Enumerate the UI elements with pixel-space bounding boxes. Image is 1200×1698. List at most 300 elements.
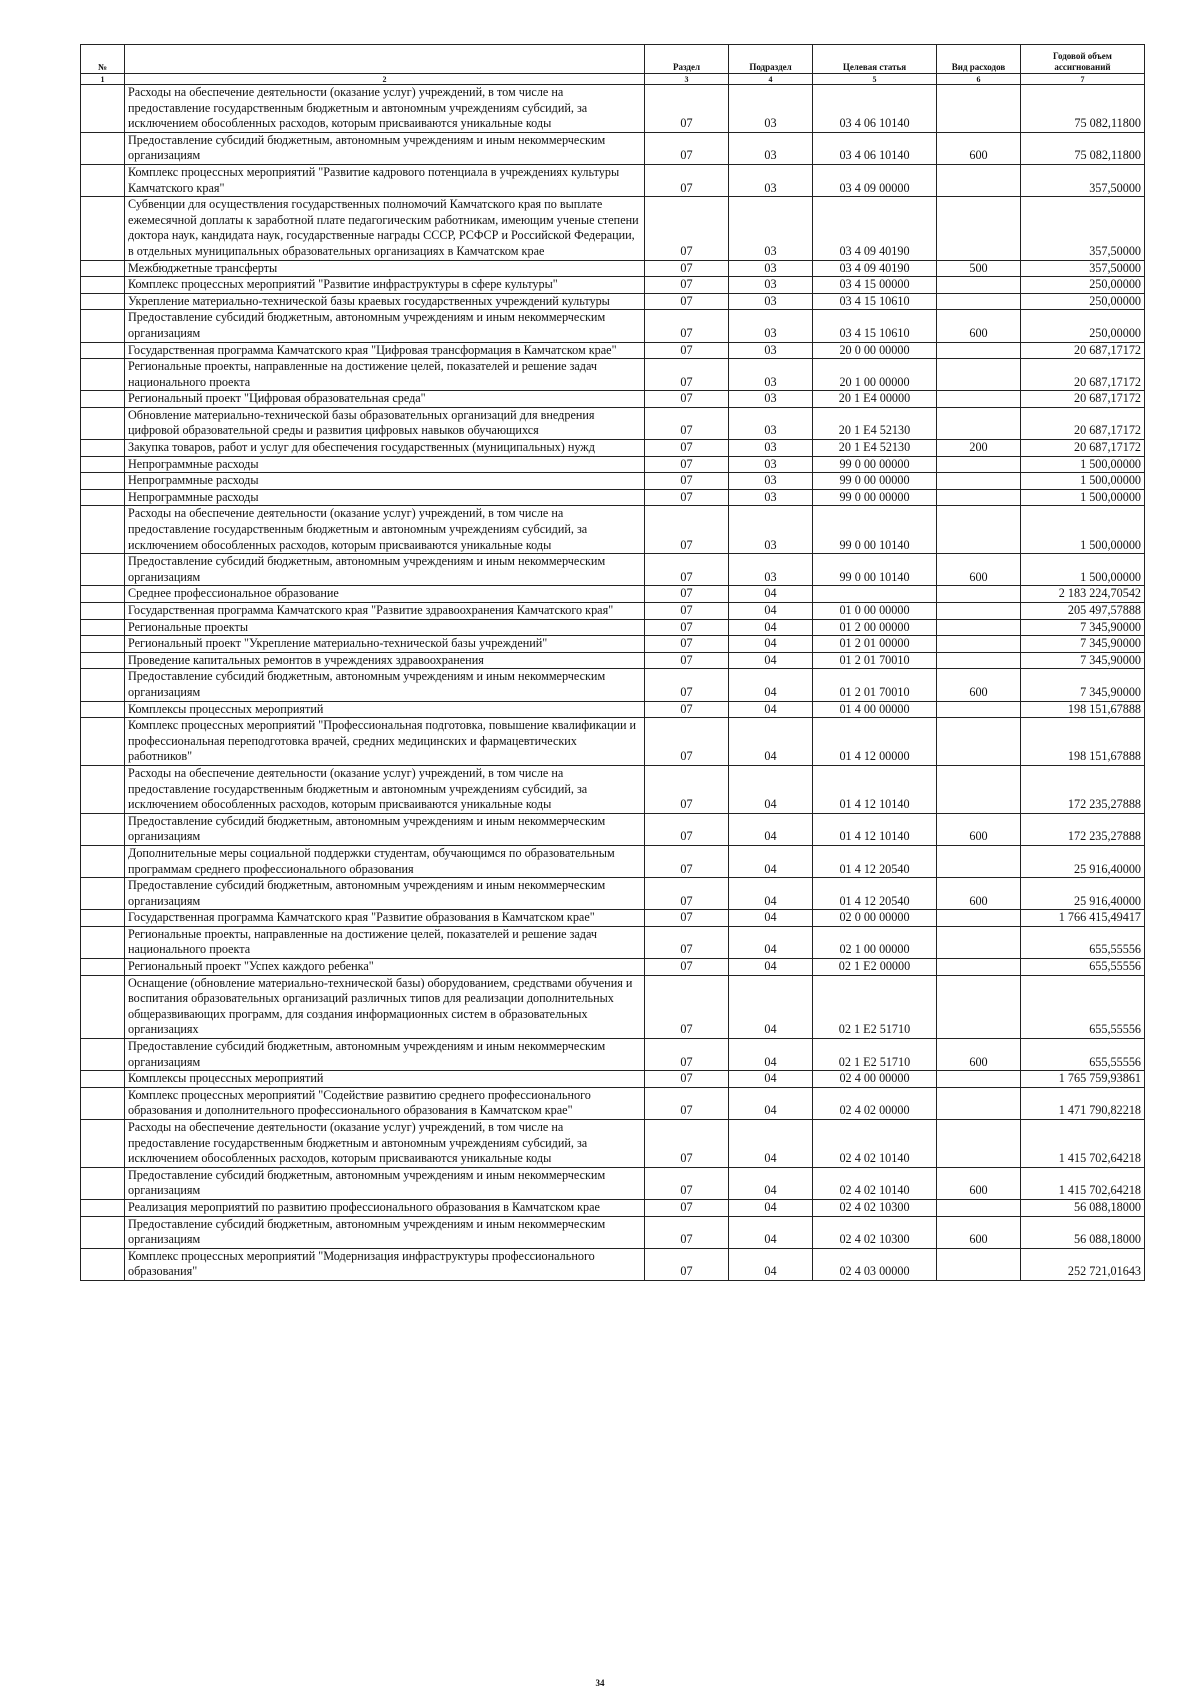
- row-podrazdel-cell: 03: [729, 456, 813, 473]
- row-podrazdel-cell: 04: [729, 652, 813, 669]
- row-podrazdel-cell: 04: [729, 636, 813, 653]
- row-podrazdel-cell: 04: [729, 975, 813, 1038]
- row-podrazdel-cell: 04: [729, 910, 813, 927]
- header-num: №: [81, 45, 125, 74]
- row-statya-cell: 02 4 02 00000: [813, 1087, 937, 1119]
- row-name-cell: Реализация мероприятий по развитию профессионального образования в Камчатском крае: [125, 1199, 645, 1216]
- row-podrazdel-cell: 04: [729, 959, 813, 976]
- row-vid-cell: [937, 959, 1021, 976]
- table-row: [81, 391, 1145, 408]
- row-razdel-cell: 07: [645, 506, 729, 554]
- row-razdel-cell: 07: [645, 636, 729, 653]
- row-num-cell: [81, 407, 125, 439]
- row-statya-cell: 03 4 06 10140: [813, 85, 937, 133]
- row-statya-cell: 02 1 E2 51710: [813, 975, 937, 1038]
- row-vid-cell: [937, 506, 1021, 554]
- row-podrazdel-cell: 03: [729, 260, 813, 277]
- row-name-cell: Региональные проекты: [125, 619, 645, 636]
- row-name-cell: Межбюджетные трансферты: [125, 260, 645, 277]
- row-podrazdel-cell: 04: [729, 878, 813, 910]
- row-summa-cell: 250,00000: [1021, 310, 1145, 342]
- row-name-cell: Непрограммные расходы: [125, 456, 645, 473]
- table-row: [81, 910, 1145, 927]
- row-razdel-cell: 07: [645, 293, 729, 310]
- row-podrazdel-cell: 04: [729, 619, 813, 636]
- row-razdel-cell: 07: [645, 603, 729, 620]
- row-name-cell: Предоставление субсидий бюджетным, автономным учреждениям и иным некоммерческим организациям: [125, 1216, 645, 1248]
- row-razdel-cell: 07: [645, 456, 729, 473]
- row-statya-cell: 03 4 06 10140: [813, 132, 937, 164]
- row-summa-cell: 198 151,67888: [1021, 701, 1145, 718]
- row-razdel-cell: 07: [645, 718, 729, 766]
- table-row: [81, 1248, 1145, 1280]
- row-vid-cell: 600: [937, 878, 1021, 910]
- row-num-cell: [81, 1199, 125, 1216]
- row-summa-cell: 7 345,90000: [1021, 669, 1145, 701]
- table-row: [81, 669, 1145, 701]
- row-podrazdel-cell: 03: [729, 473, 813, 490]
- row-name-cell: Комплекс процессных мероприятий "Модернизация инфраструктуры профессионального образования": [125, 1248, 645, 1280]
- row-podrazdel-cell: 03: [729, 277, 813, 294]
- row-statya-cell: 20 0 00 00000: [813, 342, 937, 359]
- row-summa-cell: 357,50000: [1021, 164, 1145, 196]
- row-num-cell: [81, 456, 125, 473]
- table-body: [81, 85, 1145, 1281]
- row-summa-cell: 198 151,67888: [1021, 718, 1145, 766]
- row-podrazdel-cell: 03: [729, 164, 813, 196]
- table-row: [81, 701, 1145, 718]
- table-row: [81, 342, 1145, 359]
- row-razdel-cell: 07: [645, 277, 729, 294]
- table-row: [81, 652, 1145, 669]
- row-statya-cell: 01 4 12 10140: [813, 813, 937, 845]
- row-name-cell: Комплекс процессных мероприятий "Профессиональная подготовка, повышение квалификации и профессиональная переподготовка врачей, средних медицинских и фармацевтических работников": [125, 718, 645, 766]
- row-vid-cell: [937, 489, 1021, 506]
- row-vid-cell: [937, 652, 1021, 669]
- row-num-cell: [81, 293, 125, 310]
- row-podrazdel-cell: 04: [729, 926, 813, 958]
- row-podrazdel-cell: 03: [729, 489, 813, 506]
- row-summa-cell: 172 235,27888: [1021, 765, 1145, 813]
- row-statya-cell: 02 4 02 10140: [813, 1120, 937, 1168]
- table-row: [81, 603, 1145, 620]
- row-razdel-cell: 07: [645, 845, 729, 877]
- row-vid-cell: 600: [937, 554, 1021, 586]
- row-statya-cell: 03 4 09 40190: [813, 260, 937, 277]
- row-statya-cell: 99 0 00 00000: [813, 456, 937, 473]
- row-vid-cell: [937, 85, 1021, 133]
- row-summa-cell: 172 235,27888: [1021, 813, 1145, 845]
- row-razdel-cell: 07: [645, 197, 729, 260]
- row-statya-cell: 02 1 E2 00000: [813, 959, 937, 976]
- header-index: 3: [645, 74, 729, 85]
- row-vid-cell: [937, 701, 1021, 718]
- table-row: [81, 845, 1145, 877]
- row-name-cell: Обновление материально-технической базы образовательных организаций для внедрения цифровой образовательной среды и развития цифровых навыков обучающихся: [125, 407, 645, 439]
- row-num-cell: [81, 359, 125, 391]
- row-statya-cell: 20 1 00 00000: [813, 359, 937, 391]
- header-index: 1: [81, 74, 125, 85]
- table-row: [81, 310, 1145, 342]
- row-name-cell: Расходы на обеспечение деятельности (оказание услуг) учреждений, в том числе на предоставление государственным бюджетным и автономным учреждениям субсидий, за исключением обособленных расходов, которым присваиваются уникальные коды: [125, 765, 645, 813]
- page-number: 34: [595, 1678, 605, 1688]
- row-vid-cell: [937, 718, 1021, 766]
- table-row: [81, 959, 1145, 976]
- row-num-cell: [81, 926, 125, 958]
- row-name-cell: Региональный проект "Укрепление материально-технической базы учреждений": [125, 636, 645, 653]
- row-summa-cell: 655,55556: [1021, 959, 1145, 976]
- row-name-cell: Субвенции для осуществления государственных полномочий Камчатского края по выплате ежемесячной доплаты к заработной плате педагогическим работникам, имеющим ученые степени доктора наук, кандидата наук, государственные награды СССР, РСФСР и Российской Федерации, в отдельных муниципальных образовательных организациях в Камчатском крае: [125, 197, 645, 260]
- row-vid-cell: 600: [937, 813, 1021, 845]
- table-row: [81, 489, 1145, 506]
- row-summa-cell: 7 345,90000: [1021, 619, 1145, 636]
- row-summa-cell: 1 500,00000: [1021, 489, 1145, 506]
- row-podrazdel-cell: 03: [729, 85, 813, 133]
- row-statya-cell: 03 4 15 00000: [813, 277, 937, 294]
- row-vid-cell: [937, 391, 1021, 408]
- row-summa-cell: 357,50000: [1021, 197, 1145, 260]
- table-row: [81, 586, 1145, 603]
- row-vid-cell: [937, 1248, 1021, 1280]
- table-row: [81, 1199, 1145, 1216]
- header-name: [125, 45, 645, 74]
- header-index: 5: [813, 74, 937, 85]
- table-row: [81, 926, 1145, 958]
- row-podrazdel-cell: 04: [729, 718, 813, 766]
- row-num-cell: [81, 1216, 125, 1248]
- row-summa-cell: 250,00000: [1021, 293, 1145, 310]
- row-razdel-cell: 07: [645, 586, 729, 603]
- row-statya-cell: 01 4 12 20540: [813, 878, 937, 910]
- row-podrazdel-cell: 04: [729, 1120, 813, 1168]
- header-index: 2: [125, 74, 645, 85]
- row-summa-cell: 1 415 702,64218: [1021, 1120, 1145, 1168]
- row-podrazdel-cell: 04: [729, 1199, 813, 1216]
- row-name-cell: Предоставление субсидий бюджетным, автономным учреждениям и иным некоммерческим организациям: [125, 878, 645, 910]
- header-podrazdel: Подраздел: [729, 45, 813, 74]
- row-num-cell: [81, 506, 125, 554]
- row-num-cell: [81, 636, 125, 653]
- row-num-cell: [81, 1087, 125, 1119]
- row-num-cell: [81, 603, 125, 620]
- row-statya-cell: [813, 586, 937, 603]
- row-summa-cell: 357,50000: [1021, 260, 1145, 277]
- row-summa-cell: 20 687,17172: [1021, 407, 1145, 439]
- table-row: [81, 975, 1145, 1038]
- row-name-cell: Предоставление субсидий бюджетным, автономным учреждениям и иным некоммерческим организациям: [125, 310, 645, 342]
- row-summa-cell: 1 500,00000: [1021, 473, 1145, 490]
- row-podrazdel-cell: 03: [729, 293, 813, 310]
- table-row: [81, 506, 1145, 554]
- row-summa-cell: 7 345,90000: [1021, 652, 1145, 669]
- row-statya-cell: 02 4 02 10140: [813, 1167, 937, 1199]
- row-razdel-cell: 07: [645, 910, 729, 927]
- table-row: [81, 554, 1145, 586]
- table-row: [81, 1216, 1145, 1248]
- table-row: [81, 359, 1145, 391]
- row-name-cell: Расходы на обеспечение деятельности (оказание услуг) учреждений, в том числе на предоставление государственным бюджетным и автономным учреждениям субсидий, за исключением обособленных расходов, которым присваиваются уникальные коды: [125, 85, 645, 133]
- table-row: [81, 878, 1145, 910]
- row-podrazdel-cell: 04: [729, 1167, 813, 1199]
- row-num-cell: [81, 473, 125, 490]
- row-summa-cell: 1 500,00000: [1021, 506, 1145, 554]
- row-summa-cell: 1 471 790,82218: [1021, 1087, 1145, 1119]
- row-num-cell: [81, 959, 125, 976]
- row-podrazdel-cell: 04: [729, 701, 813, 718]
- row-podrazdel-cell: 04: [729, 1216, 813, 1248]
- row-razdel-cell: 07: [645, 164, 729, 196]
- row-summa-cell: 7 345,90000: [1021, 636, 1145, 653]
- row-summa-cell: 25 916,40000: [1021, 878, 1145, 910]
- budget-table-sheet: [80, 44, 1144, 1281]
- row-statya-cell: 02 4 02 10300: [813, 1199, 937, 1216]
- row-vid-cell: 600: [937, 1216, 1021, 1248]
- table-row: [81, 813, 1145, 845]
- table-row: [81, 277, 1145, 294]
- row-summa-cell: 75 082,11800: [1021, 132, 1145, 164]
- row-vid-cell: [937, 586, 1021, 603]
- header-statya: Целевая статья: [813, 45, 937, 74]
- row-razdel-cell: 07: [645, 1087, 729, 1119]
- row-num-cell: [81, 1248, 125, 1280]
- row-num-cell: [81, 619, 125, 636]
- row-statya-cell: 01 2 01 70010: [813, 669, 937, 701]
- row-vid-cell: [937, 1071, 1021, 1088]
- row-summa-cell: 20 687,17172: [1021, 359, 1145, 391]
- row-num-cell: [81, 440, 125, 457]
- row-name-cell: Комплекс процессных мероприятий "Содействие развитию среднего профессионального образования и дополнительного профессионального образования в Камчатском крае": [125, 1087, 645, 1119]
- row-razdel-cell: 07: [645, 975, 729, 1038]
- row-summa-cell: 20 687,17172: [1021, 391, 1145, 408]
- row-podrazdel-cell: 03: [729, 197, 813, 260]
- header-index: 7: [1021, 74, 1145, 85]
- row-vid-cell: [937, 293, 1021, 310]
- table-row: [81, 1071, 1145, 1088]
- row-num-cell: [81, 652, 125, 669]
- row-num-cell: [81, 910, 125, 927]
- row-statya-cell: 01 2 00 00000: [813, 619, 937, 636]
- table-row: [81, 1167, 1145, 1199]
- row-vid-cell: [937, 619, 1021, 636]
- row-name-cell: Расходы на обеспечение деятельности (оказание услуг) учреждений, в том числе на предоставление государственным бюджетным и автономным учреждениям субсидий, за исключением обособленных расходов, которым присваиваются уникальные коды: [125, 506, 645, 554]
- row-statya-cell: 20 1 E4 52130: [813, 407, 937, 439]
- row-num-cell: [81, 669, 125, 701]
- row-vid-cell: [937, 164, 1021, 196]
- row-summa-cell: 252 721,01643: [1021, 1248, 1145, 1280]
- row-num-cell: [81, 342, 125, 359]
- row-razdel-cell: 07: [645, 407, 729, 439]
- row-statya-cell: 20 1 E4 52130: [813, 440, 937, 457]
- row-podrazdel-cell: 04: [729, 1071, 813, 1088]
- row-razdel-cell: 07: [645, 489, 729, 506]
- row-name-cell: Комплекс процессных мероприятий "Развитие инфраструктуры в сфере культуры": [125, 277, 645, 294]
- row-podrazdel-cell: 04: [729, 813, 813, 845]
- row-num-cell: [81, 1071, 125, 1088]
- row-name-cell: Предоставление субсидий бюджетным, автономным учреждениям и иным некоммерческим организациям: [125, 669, 645, 701]
- row-name-cell: Государственная программа Камчатского края "Развитие здравоохранения Камчатского края": [125, 603, 645, 620]
- row-name-cell: Региональные проекты, направленные на достижение целей, показателей и решение задач национального проекта: [125, 926, 645, 958]
- row-vid-cell: [937, 197, 1021, 260]
- table-row: [81, 440, 1145, 457]
- row-num-cell: [81, 701, 125, 718]
- row-num-cell: [81, 310, 125, 342]
- budget-table: [80, 44, 1145, 1281]
- table-row: [81, 718, 1145, 766]
- row-podrazdel-cell: 03: [729, 342, 813, 359]
- row-razdel-cell: 07: [645, 619, 729, 636]
- table-row: [81, 132, 1145, 164]
- table-header: [81, 45, 1145, 85]
- row-vid-cell: 600: [937, 669, 1021, 701]
- row-podrazdel-cell: 03: [729, 554, 813, 586]
- row-razdel-cell: 07: [645, 1120, 729, 1168]
- row-summa-cell: 655,55556: [1021, 1039, 1145, 1071]
- row-vid-cell: [937, 975, 1021, 1038]
- row-statya-cell: 02 0 00 00000: [813, 910, 937, 927]
- row-name-cell: Среднее профессиональное образование: [125, 586, 645, 603]
- row-podrazdel-cell: 04: [729, 1087, 813, 1119]
- row-podrazdel-cell: 03: [729, 359, 813, 391]
- row-razdel-cell: 07: [645, 1199, 729, 1216]
- row-statya-cell: 01 2 01 00000: [813, 636, 937, 653]
- row-razdel-cell: 07: [645, 260, 729, 277]
- row-vid-cell: [937, 636, 1021, 653]
- row-razdel-cell: 07: [645, 85, 729, 133]
- row-summa-cell: 2 183 224,70542: [1021, 586, 1145, 603]
- row-num-cell: [81, 1167, 125, 1199]
- row-vid-cell: [937, 603, 1021, 620]
- row-num-cell: [81, 489, 125, 506]
- row-num-cell: [81, 260, 125, 277]
- row-summa-cell: 655,55556: [1021, 975, 1145, 1038]
- row-vid-cell: [937, 910, 1021, 927]
- header-index: 4: [729, 74, 813, 85]
- row-summa-cell: 1 500,00000: [1021, 456, 1145, 473]
- row-summa-cell: 56 088,18000: [1021, 1199, 1145, 1216]
- table-row: [81, 765, 1145, 813]
- header-razdel: Раздел: [645, 45, 729, 74]
- row-statya-cell: 20 1 E4 00000: [813, 391, 937, 408]
- row-statya-cell: 99 0 00 00000: [813, 489, 937, 506]
- row-statya-cell: 02 1 E2 51710: [813, 1039, 937, 1071]
- row-num-cell: [81, 975, 125, 1038]
- row-statya-cell: 01 4 12 10140: [813, 765, 937, 813]
- row-name-cell: Региональный проект "Успех каждого ребенка": [125, 959, 645, 976]
- row-name-cell: Проведение капитальных ремонтов в учреждениях здравоохранения: [125, 652, 645, 669]
- row-podrazdel-cell: 04: [729, 586, 813, 603]
- row-razdel-cell: 07: [645, 926, 729, 958]
- row-name-cell: Укрепление материально-технической базы краевых государственных учреждений культуры: [125, 293, 645, 310]
- table-row: [81, 1087, 1145, 1119]
- row-statya-cell: 01 0 00 00000: [813, 603, 937, 620]
- row-name-cell: Комплексы процессных мероприятий: [125, 1071, 645, 1088]
- row-statya-cell: 02 1 00 00000: [813, 926, 937, 958]
- row-vid-cell: 600: [937, 132, 1021, 164]
- row-vid-cell: [937, 926, 1021, 958]
- row-podrazdel-cell: 04: [729, 1039, 813, 1071]
- row-summa-cell: 25 916,40000: [1021, 845, 1145, 877]
- table-row: [81, 456, 1145, 473]
- row-razdel-cell: 07: [645, 359, 729, 391]
- row-razdel-cell: 07: [645, 765, 729, 813]
- row-razdel-cell: 07: [645, 652, 729, 669]
- row-razdel-cell: 07: [645, 701, 729, 718]
- row-vid-cell: 600: [937, 310, 1021, 342]
- row-num-cell: [81, 845, 125, 877]
- row-name-cell: Непрограммные расходы: [125, 473, 645, 490]
- row-razdel-cell: 07: [645, 878, 729, 910]
- row-razdel-cell: 07: [645, 813, 729, 845]
- row-podrazdel-cell: 03: [729, 407, 813, 439]
- row-vid-cell: [937, 456, 1021, 473]
- row-name-cell: Региональный проект "Цифровая образовательная среда": [125, 391, 645, 408]
- row-num-cell: [81, 1120, 125, 1168]
- row-name-cell: Региональные проекты, направленные на достижение целей, показателей и решение задач национального проекта: [125, 359, 645, 391]
- row-num-cell: [81, 813, 125, 845]
- row-statya-cell: 01 4 12 20540: [813, 845, 937, 877]
- row-name-cell: Комплексы процессных мероприятий: [125, 701, 645, 718]
- row-podrazdel-cell: 04: [729, 845, 813, 877]
- row-vid-cell: [937, 1120, 1021, 1168]
- row-num-cell: [81, 132, 125, 164]
- table-row: [81, 619, 1145, 636]
- row-statya-cell: 99 0 00 10140: [813, 506, 937, 554]
- table-row: [81, 473, 1145, 490]
- row-podrazdel-cell: 03: [729, 391, 813, 408]
- row-name-cell: Предоставление субсидий бюджетным, автономным учреждениям и иным некоммерческим организациям: [125, 1167, 645, 1199]
- row-name-cell: Дополнительные меры социальной поддержки студентам, обучающимся по образовательным программам среднего профессионального образования: [125, 845, 645, 877]
- row-statya-cell: 03 4 09 00000: [813, 164, 937, 196]
- row-statya-cell: 02 4 00 00000: [813, 1071, 937, 1088]
- row-vid-cell: 600: [937, 1039, 1021, 1071]
- row-num-cell: [81, 718, 125, 766]
- row-vid-cell: 200: [937, 440, 1021, 457]
- row-podrazdel-cell: 04: [729, 765, 813, 813]
- row-vid-cell: [937, 1087, 1021, 1119]
- table-row: [81, 1120, 1145, 1168]
- row-num-cell: [81, 554, 125, 586]
- row-num-cell: [81, 277, 125, 294]
- row-razdel-cell: 07: [645, 440, 729, 457]
- row-num-cell: [81, 1039, 125, 1071]
- row-summa-cell: 205 497,57888: [1021, 603, 1145, 620]
- row-razdel-cell: 07: [645, 959, 729, 976]
- row-podrazdel-cell: 03: [729, 506, 813, 554]
- row-num-cell: [81, 197, 125, 260]
- row-name-cell: Расходы на обеспечение деятельности (оказание услуг) учреждений, в том числе на предоставление государственным бюджетным и автономным учреждениям субсидий, за исключением обособленных расходов, которым присваиваются уникальные коды: [125, 1120, 645, 1168]
- row-razdel-cell: 07: [645, 473, 729, 490]
- table-row: [81, 197, 1145, 260]
- header-summa: Годовой объем ассигнований: [1021, 45, 1145, 74]
- row-name-cell: Государственная программа Камчатского края "Развитие образования в Камчатском крае": [125, 910, 645, 927]
- row-num-cell: [81, 164, 125, 196]
- row-name-cell: Предоставление субсидий бюджетным, автономным учреждениям и иным некоммерческим организациям: [125, 813, 645, 845]
- row-vid-cell: [937, 765, 1021, 813]
- row-razdel-cell: 07: [645, 132, 729, 164]
- row-name-cell: Государственная программа Камчатского края "Цифровая трансформация в Камчатском крае": [125, 342, 645, 359]
- row-num-cell: [81, 85, 125, 133]
- row-statya-cell: 03 4 09 40190: [813, 197, 937, 260]
- row-summa-cell: 20 687,17172: [1021, 342, 1145, 359]
- table-row: [81, 260, 1145, 277]
- table-row: [81, 293, 1145, 310]
- row-razdel-cell: 07: [645, 1216, 729, 1248]
- table-row: [81, 407, 1145, 439]
- row-vid-cell: 600: [937, 1167, 1021, 1199]
- table-row: [81, 85, 1145, 133]
- table-row: [81, 1039, 1145, 1071]
- row-podrazdel-cell: 04: [729, 603, 813, 620]
